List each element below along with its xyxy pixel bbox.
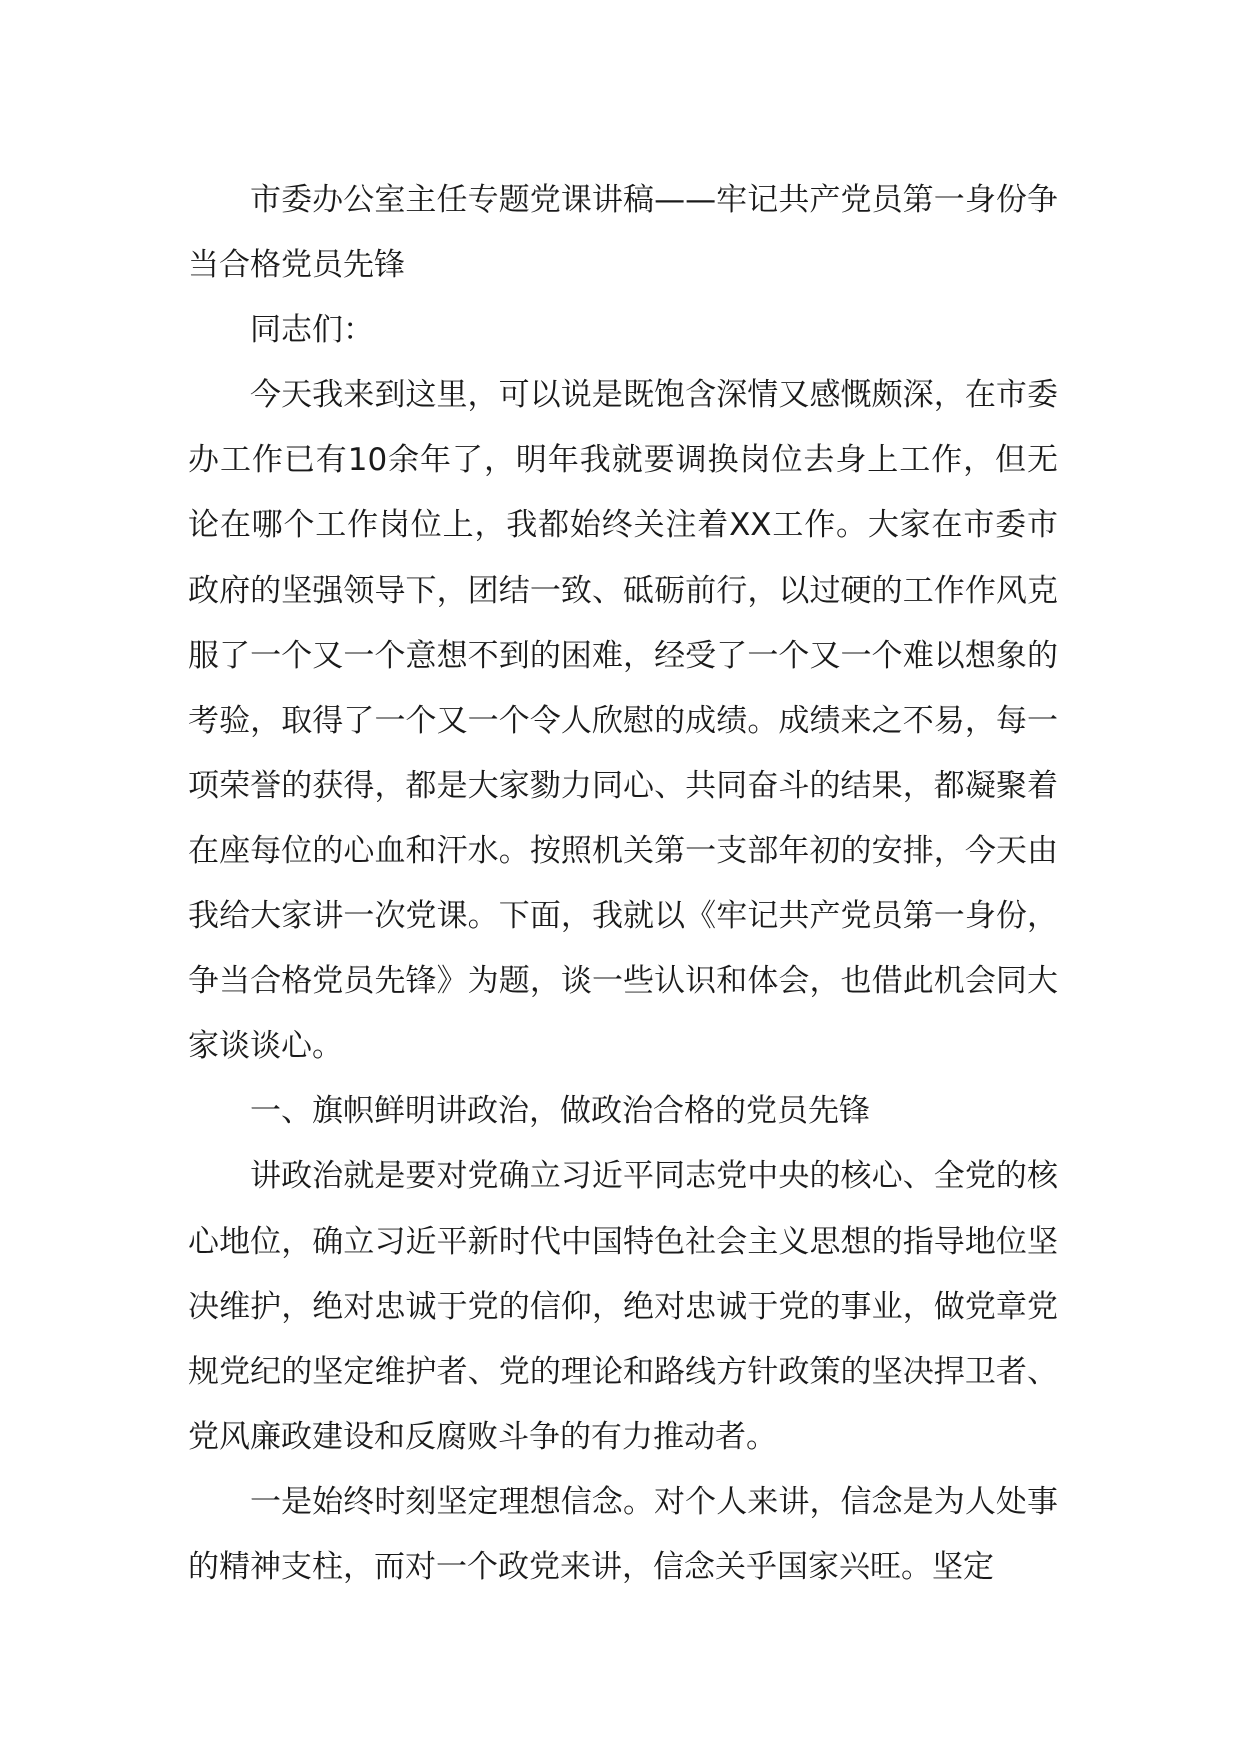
salutation: 同志们： — [250, 312, 374, 349]
body-paragraph: 一是始终时刻坚定理想信念。对个人来讲，信念是为人处事的精神支柱，而对一个政党来讲，信念关乎国家兴旺。坚定 — [188, 1483, 1058, 1585]
body-paragraph: 讲政治就是要对党确立习近平同志党中央的核心、全党的核心地位，确立习近平新时代中国特色社会主义思想的指导地位坚决维护，绝对忠诚于党的信仰，绝对忠诚于党的事业，做党章党规党纪的坚定维护者、党的理论和路线方针政策的坚决捍卫者、党风廉政建设和反腐败斗争的有力推动者。 — [188, 1158, 1058, 1455]
document-body — [188, 168, 1058, 1600]
body-paragraph: 今天我来到这里，可以说是既饱含深情又感慨颇深，在市委办工作已有10余年了，明年我就要调换岗位去身上工作，但无论在哪个工作岗位上，我都始终关注着XX工作。大家在市委市政府的坚强领导下，团结一致、砥砺前行，以过硬的工作作风克服了一个又一个意想不到的困难，经受了一个又一个难以想象的考验，取得了一个又一个令人欣慰的成绩。成绩来之不易，每一项荣誉的获得，都是大家勠力同心、共同奋斗的结果，都凝聚着在座每位的心血和汗水。按照机关第一支部年初的安排，今天由我给大家讲一次党课。下面，我就以《牢记共产党员第一身份，争当合格党员先锋》为题，谈一些认识和体会，也借此机会同大家谈谈心。 — [188, 377, 1058, 1065]
section-heading: 一、旗帜鲜明讲政治，做政治合格的党员先锋 — [250, 1093, 870, 1130]
document-title: 市委办公室主任专题党课讲稿——牢记共产党员第一身份争当合格党员先锋 — [188, 182, 1058, 284]
